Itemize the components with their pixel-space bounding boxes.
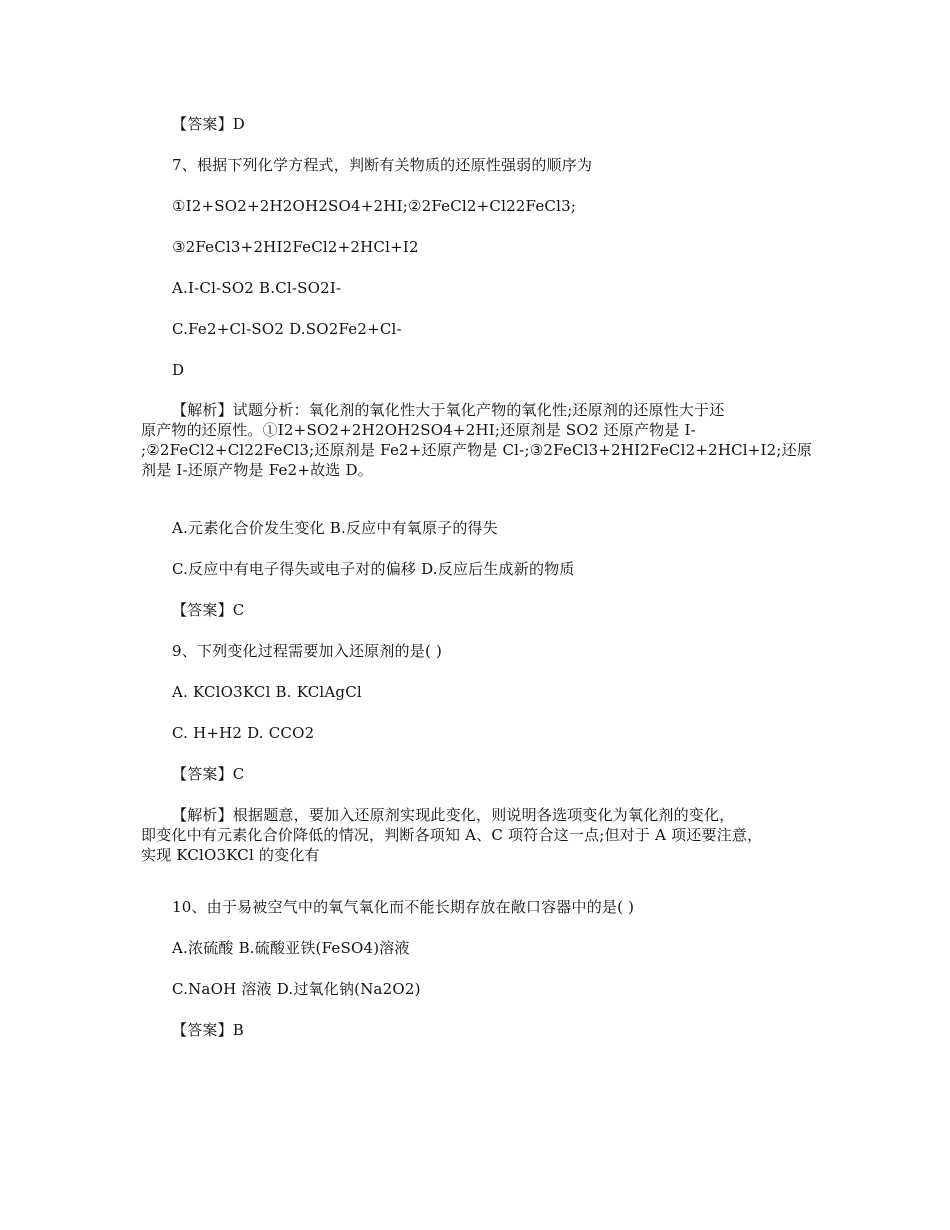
- question-9-option-a-b: A. KClO3KCl B. KClAgCl: [172, 683, 362, 701]
- question-7-equation-1-2: ①I2+SO2+2H2OH2SO4+2HI;②2FeCl2+Cl22FeCl3;: [172, 197, 577, 215]
- question-7-analysis: [141, 400, 831, 480]
- analysis-line: 原产物的还原性。①I2+SO2+2H2OH2SO4+2HI;还原剂是 SO2 还原产物是 I-: [141, 421, 696, 439]
- analysis-line: 【解析】试题分析：氧化剂的氧化性大于氧化产物的氧化性;还原剂的还原性大于还: [172, 401, 725, 419]
- answer-label-8: 【答案】C: [172, 601, 245, 619]
- question-9-option-c-d: C. H+H2 D. CCO2: [172, 724, 315, 742]
- answer-label-10: 【答案】B: [172, 1021, 245, 1039]
- question-7-equation-3: ③2FeCl3+2HI2FeCl2+2HCl+I2: [172, 238, 419, 256]
- question-9-analysis: [141, 805, 831, 865]
- question-7-answer: D: [172, 361, 185, 379]
- analysis-line: 【解析】根据题意，要加入还原剂实现此变化，则说明各选项变化为氧化剂的变化，: [172, 806, 735, 824]
- analysis-line: 实现 KClO3KCl 的变化有: [141, 846, 320, 864]
- question-10-option-c-d: C.NaOH 溶液 D.过氧化钠(Na2O2): [172, 980, 421, 998]
- answer-label-6: 【答案】D: [172, 115, 246, 133]
- analysis-line: 剂是 I-还原产物是 Fe2+故选 D。: [141, 461, 373, 479]
- question-8-option-c-d: C.反应中有电子得失或电子对的偏移 D.反应后生成新的物质: [172, 560, 575, 578]
- question-10-text: 10、由于易被空气中的氧气氧化而不能长期存放在敞口容器中的是( ): [172, 898, 635, 916]
- question-9-text: 9、下列变化过程需要加入还原剂的是( ): [172, 642, 443, 660]
- question-8-option-a-b: A.元素化合价发生变化 B.反应中有氧原子的得失: [172, 519, 498, 537]
- analysis-line: ;②2FeCl2+Cl22FeCl3;还原剂是 Fe2+还原产物是 Cl-;③2FeCl3+2HI2FeCl2+2HCl+I2;还原: [141, 441, 813, 459]
- question-7-option-c-d: C.Fe2+Cl-SO2 D.SO2Fe2+Cl-: [172, 320, 402, 338]
- question-7-text: 7、根据下列化学方程式，判断有关物质的还原性强弱的顺序为: [172, 156, 593, 174]
- question-7-option-a-b: A.I-Cl-SO2 B.Cl-SO2I-: [172, 279, 342, 297]
- answer-label-9: 【答案】C: [172, 765, 245, 783]
- question-10-option-a-b: A.浓硫酸 B.硫酸亚铁(FeSO4)溶液: [172, 939, 410, 957]
- analysis-line: 即变化中有元素化合价降低的情况，判断各项知 A、C 项符合这一点;但对于 A 项还要注意，: [141, 826, 763, 844]
